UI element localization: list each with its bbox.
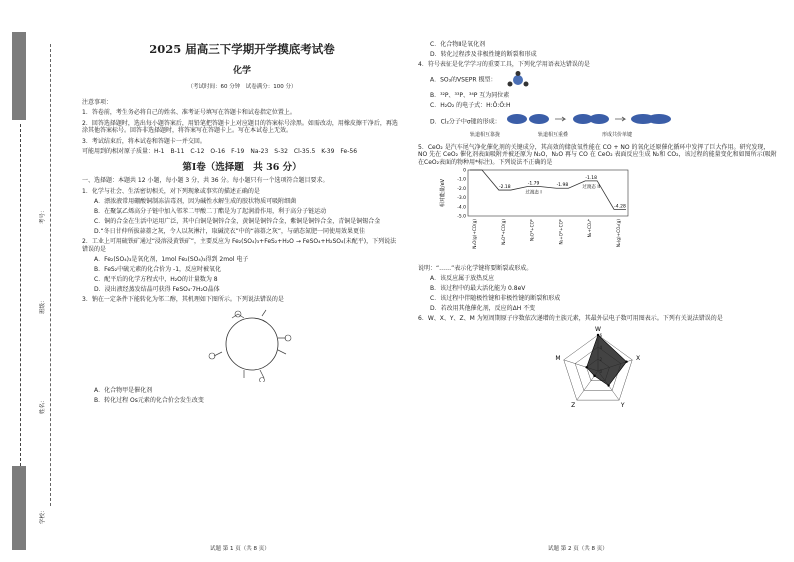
page-footer-right: 试题 第 2 页（共 8 页） [548, 546, 608, 552]
strip-label-class: 班级： [40, 297, 46, 314]
question-2 [82, 238, 402, 293]
exam-subject: 化学 [232, 66, 251, 77]
y-tick-label: -1.0 [457, 177, 466, 183]
q1-option-d: D.“冬日甘仲所拔蒜薹之灰，令人以灰淋汁，取碱浣衣”中的“蒜薹之灰”，与硝态氮肥一同使用效果更佳 [94, 227, 365, 235]
sigma-step-1: 轨道相互靠拢 [470, 131, 501, 138]
q2-option-c: C．配平后的化学方程式中，H₂O的计量数为 8 [94, 275, 218, 283]
radar-axis-label: M [555, 354, 561, 362]
radar-axis-label: W [595, 325, 601, 333]
transition-state-label: 过渡态 I [525, 190, 542, 196]
note-1: 1．答卷前，考生务必将自己的姓名、准考证号填写在答题卡和试卷指定位置上。 [82, 109, 296, 116]
sigma-step-3: 形成共价单键 [602, 131, 633, 138]
q5-stem: 5．CeO₂ 是汽车尾气净化催化剂的关键成分，其高效的储放氧性能在 CO + NO 的氧化还原催化循环中发挥了巨大作用。研究发现，NO 先在 CeO₂ 催化剂表面吸附并被还原为 N₂O，N₂O 再与 CO 在 CeO₂ 表面反应生成 N₂和 CO₂，该过程的能量变化和如图所示(吸附在CeO₂表面的物种用*标注)。下列说法不正确的是 [418, 143, 777, 166]
x-category-label: N₂O*+CO(g) [500, 219, 506, 245]
note-3: 3．考试结束后，将本试卷和答题卡一并交回。 [82, 137, 206, 145]
radar-point [597, 333, 599, 335]
section-title: 第Ⅰ卷（选择题 共 36 分） [182, 161, 302, 173]
radar-point [585, 366, 587, 368]
q2-option-b: B．FeS₂中硫元素的化合价为 -1，反应时被氧化 [94, 265, 222, 273]
question-1 [82, 188, 402, 236]
q3-option-a: A．化合物甲是催化剂 [94, 386, 153, 394]
radar-chart [538, 323, 658, 415]
x-category-label: N₂+O*+CO* [558, 219, 564, 245]
section-intro: 一、选择题：本题共 12 小题，每小题 3 分，共 36 分。每小题只有一个选项符合题目要求。 [82, 177, 329, 185]
y-axis-label: 相对能量/eV [440, 178, 446, 208]
q4-option-a [430, 71, 778, 89]
radar-series-polygon [587, 332, 627, 386]
x-category-label: N₂O*+CO* [529, 219, 535, 242]
y-tick-label: -2.0 [457, 186, 466, 192]
atomic-masses: 可能用到的相对原子质量：H-1 B-11 C-12 O-16 F-19 Na-23 S-32 Cl-35.5 K-39 Fe-56 [82, 148, 358, 155]
data-label: -1.18 [585, 175, 598, 181]
q2-option-a: A．Fe₂(SO₄)₃是氧化剂，1mol Fe₂(SO₄)₃得到 2mol 电子 [94, 255, 249, 263]
q2-stem: 2．工业上可用硫铁矿通过“浸溶浸黄铁矿”，主要反应为 Fe₂(SO₄)₃+FeS₂+H₂O → FeSO₄+H₂SO₄(未配平)，下列说法错误的是 [82, 238, 397, 253]
x-category-label: N₂(g)+CO₂(g) [616, 219, 621, 248]
q3-option-b: B．转化过程 Os元素的化合价会发生改变 [94, 396, 204, 404]
y-tick-label: -3.0 [457, 196, 466, 202]
q5-option-d: D．若改用其他催化剂，反应的ΔH 不变 [430, 304, 536, 312]
question-6 [418, 315, 778, 417]
transition-state-label: 过渡态 II [582, 184, 600, 190]
radar-point [593, 374, 595, 376]
q4-option-b: B．³²P、³³P、³⁴P 互为同位素 [430, 91, 510, 99]
q1-option-b: B．在聚氯乙烯高分子链中加入邻苯二甲酸二丁酯是为了起润滑作用，利于高分子链运动 [94, 207, 327, 215]
q4-option-d [430, 112, 778, 138]
left-column [82, 34, 402, 407]
data-label: -2.18 [498, 185, 511, 191]
q5-option-b: B．该过程中的最大活化能为 0.8eV [430, 284, 526, 292]
note-2: 2．回答选择题时，选出每小题答案后，用铅笔把答题卡上对应题目的答案标号涂黑。如需改动，用橡皮擦干净后，再选涂其他答案标号。回答非选择题时，将答案写在答题卡上。写在本试卷上无效。 [82, 119, 398, 134]
radar-point [625, 360, 627, 362]
data-label: -4.28 [614, 204, 626, 210]
q3-option-c: C．化合物Ⅱ是氧化剂 [430, 40, 486, 48]
strip-dashed-line [20, 124, 21, 466]
q3-stem: 3．钠在一定条件下能转化为邻二醇，其机理如下图所示。下列说法错误的是 [82, 296, 284, 304]
right-column [418, 38, 778, 420]
radar-axis-label: Y [620, 401, 625, 409]
y-tick-label: 0 [463, 168, 466, 174]
atom-node [260, 377, 265, 382]
binding-strip [12, 14, 46, 546]
osmium-catalytic-cycle-figure [82, 304, 402, 382]
q1-stem: 1．化学与社会、生活密切相关，对下列现象或事实的描述正确的是 [82, 187, 260, 195]
sigma-step-labels [470, 132, 778, 140]
q3-option-d: D．转化过程涉及非极性键的断裂和形成 [430, 50, 537, 58]
molecule-fragments [214, 310, 286, 378]
page-footer-left: 试题 第 1 页（共 8 页） [210, 546, 270, 552]
question-5 [418, 144, 778, 313]
q5-option-c: C．该过程中伴随极性键和非极性键的断裂和形成 [430, 294, 561, 302]
radar-axis-label: X [635, 354, 641, 362]
x-category-label: N₂O(g)+CO(g) [472, 219, 477, 249]
sigma-step-2: 轨道相互重叠 [538, 131, 569, 138]
sigma-bond-formation-icon [503, 112, 733, 132]
exam-title: 2025 届高三下学期开学摸底考试卷 [149, 42, 335, 56]
exam-meta: （考试时间：60 分钟 试卷满分：100 分） [187, 83, 297, 90]
q4-stem: 4．符号表征是化学学习的重要工具，下列化学用语表达错误的是 [418, 61, 590, 68]
q5-note: 说明：“……”表示化学键将要断裂或形成。 [418, 264, 533, 272]
strip-label-school: 学校： [40, 507, 46, 524]
y-tick-label: -5.0 [457, 214, 466, 220]
data-label: -1.98 [556, 183, 569, 189]
vsepr-model-icon [498, 71, 538, 89]
q5-option-a: A．该反应属于放热反应 [430, 274, 495, 282]
q1-option-a: A．漂浓液常用硼酸铜制冻洁毒剂，因为碱性水解生成的胶状物质可吸附细菌 [94, 197, 297, 205]
q4-option-a-text: A．SO₃的VSEPR 模型： [430, 76, 497, 84]
question-4 [418, 61, 778, 138]
radar-tick-label: 6 [599, 332, 603, 338]
energy-series-line [470, 170, 626, 209]
q2-option-d: D．浸出液经蒸发结晶可获得 FeSO₄·7H₂O晶体 [94, 285, 220, 293]
q6-stem: 6．W、X、Y、Z、M 为短周期原子序数依次递增的主族元素，其最外层电子数可用图表示。下列有关说法错误的是 [418, 315, 723, 322]
energy-profile-chart [438, 166, 738, 262]
q4-option-d-text: D．Cl₂分子中σ键的形成： [430, 118, 501, 125]
strip-dashed-line-2 [50, 44, 51, 506]
cycle-ring [226, 318, 278, 370]
strip-block-top [12, 32, 26, 120]
notes-title: 注意事项： [82, 98, 113, 106]
radar-axis-label: Z [571, 401, 576, 409]
q4-option-c: C．H₂O₂ 的电子式：H:Ö:Ö:H [430, 101, 511, 109]
q1-option-c: C．铜的合金在生活中运用广泛，其中白铜是铜锌合金，黄铜是铜锌合金，紫铜是铜锌合金，青铜是铜锡合金 [94, 217, 381, 225]
data-label: -1.79 [527, 181, 540, 187]
y-tick-label: -4.0 [457, 205, 466, 211]
strip-label-id: 考号： [40, 207, 46, 224]
radar-point [607, 384, 609, 386]
question-3 [82, 296, 402, 404]
strip-block-bottom [12, 466, 26, 550]
strip-label-name: 姓名： [40, 397, 46, 414]
x-category-label: N₂+CO₂* [587, 219, 593, 238]
